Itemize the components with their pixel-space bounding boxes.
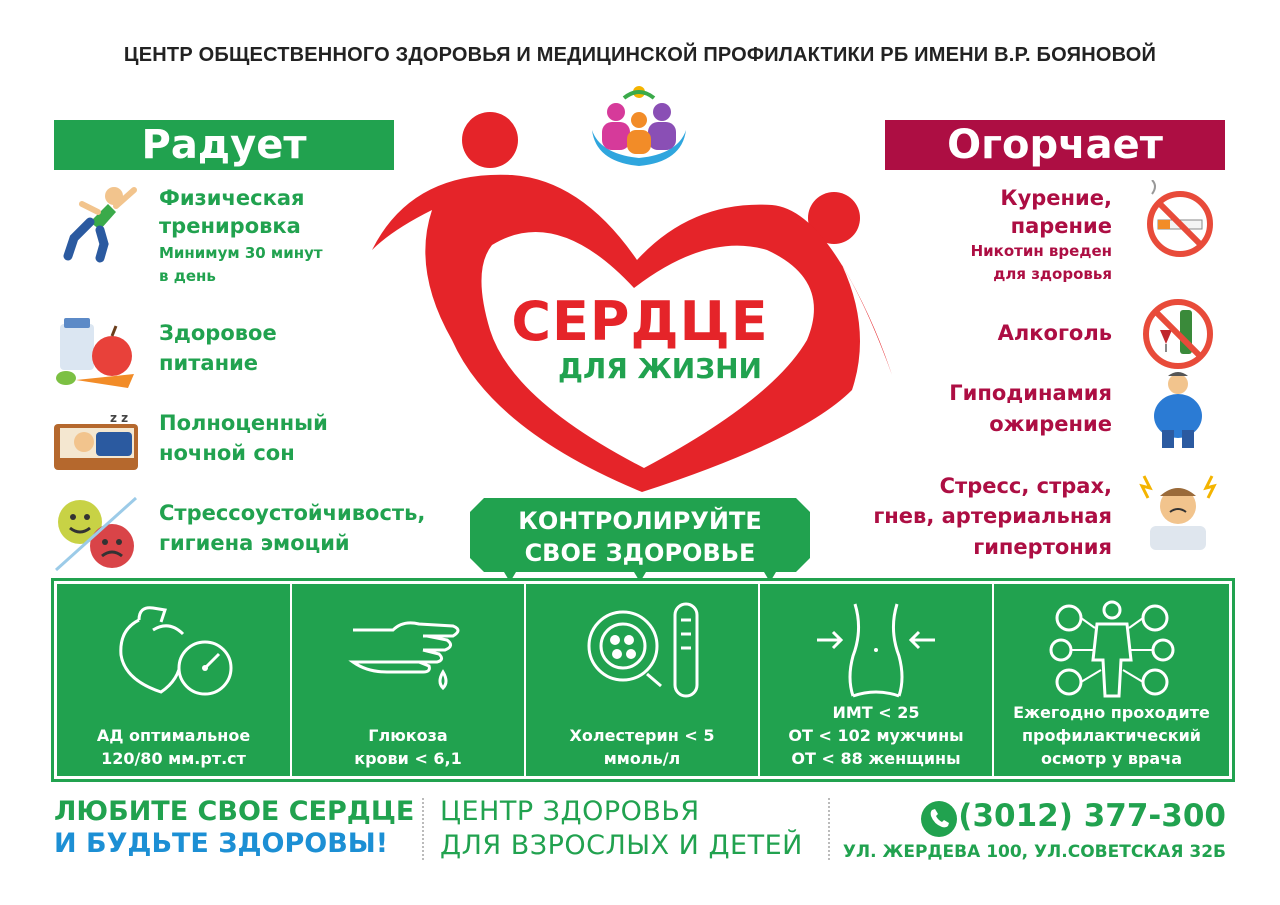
- hypodynamia-title-1: Гиподинамия: [949, 381, 1112, 405]
- phone-icon: [920, 800, 958, 838]
- stress-title-3: гипертония: [973, 535, 1112, 559]
- slogan-line-2: И БУДЬТЕ ЗДОРОВЫ!: [54, 828, 389, 859]
- smoking-sub-1: Никотин вреден: [970, 242, 1112, 260]
- center-name-line-2: ДЛЯ ВЗРОСЛЫХ И ДЕТЕЙ: [440, 830, 803, 861]
- exercise-icon: [56, 182, 142, 264]
- emotions-icon: [52, 492, 138, 574]
- stress-title-2: гнев, артериальная: [873, 504, 1112, 528]
- heart-subtitle: ДЛЯ ЖИЗНИ: [558, 352, 762, 385]
- no-smoking-icon: [1136, 180, 1222, 262]
- metric-checkup-line-1: Ежегодно проходите: [1013, 703, 1210, 722]
- metric-glucose-line-2: крови < 6,1: [354, 749, 462, 768]
- sleep-icon: [52, 404, 138, 486]
- emotions-title-2: гигиена эмоций: [159, 531, 350, 555]
- heart-pressure-icon: [109, 600, 239, 700]
- smoking-sub-2: для здоровья: [993, 265, 1112, 283]
- footer-divider-2: [828, 798, 830, 860]
- control-line-1: КОНТРОЛИРУЙТЕ: [518, 507, 762, 535]
- phone-number[interactable]: (3012) 377-300: [958, 798, 1226, 834]
- healthy-food-icon: [54, 316, 140, 398]
- address: УЛ. ЖЕРДЕВА 100, УЛ.СОВЕТСКАЯ 32Б: [842, 842, 1226, 862]
- footer-divider-1: [422, 798, 424, 860]
- slogan-line-1: ЛЮБИТЕ СВОЕ СЕРДЦЕ: [54, 796, 415, 827]
- food-title-1: Здоровое: [159, 321, 277, 345]
- food-title-2: питание: [159, 351, 259, 375]
- stress-icon: [1136, 472, 1222, 554]
- emotions-title-1: Стрессоустойчивость,: [159, 501, 426, 525]
- metric-checkup: [994, 584, 1229, 776]
- metric-bp-line-1: АД оптимальное: [96, 726, 251, 745]
- metric-blood-pressure: [57, 584, 292, 776]
- heart-title: СЕРДЦЕ: [511, 290, 769, 353]
- checkup-icon: [1047, 600, 1177, 700]
- negative-header: Огорчает: [885, 120, 1225, 170]
- control-line-2: СВОЕ ЗДОРОВЬЕ: [524, 539, 756, 567]
- cholesterol-tube-icon: [577, 600, 707, 700]
- organization-title: ЦЕНТР ОБЩЕСТВЕННОГО ЗДОРОВЬЯ И МЕДИЦИНСКОЙ ПРОФИЛАКТИКИ РБ ИМЕНИ В.Р. БОЯНОВОЙ: [123, 44, 1157, 66]
- positive-header: Радует: [54, 120, 394, 170]
- sleep-title-2: ночной сон: [159, 441, 295, 465]
- metric-bmi-line-2: ОТ < 102 мужчины: [788, 726, 964, 745]
- alcohol-title: Алкоголь: [997, 321, 1112, 345]
- metric-glucose-line-1: Глюкоза: [368, 726, 448, 745]
- metric-cholesterol: [526, 584, 760, 776]
- obesity-icon: [1136, 370, 1222, 452]
- metric-bmi-line-1: ИМТ < 25: [832, 703, 920, 722]
- metric-chol-line-1: Холестерин < 5: [569, 726, 715, 745]
- metric-checkup-line-2: профилактический: [1021, 726, 1202, 745]
- exercise-sub-2: в день: [159, 267, 216, 285]
- exercise-title-1: Физическая: [159, 186, 305, 210]
- metrics-panel: [54, 581, 1232, 779]
- exercise-title-2: тренировка: [159, 214, 301, 238]
- stress-title-1: Стресс, страх,: [939, 474, 1112, 498]
- sleep-title-1: Полноценный: [159, 411, 328, 435]
- hypodynamia-title-2: ожирение: [989, 412, 1112, 436]
- exercise-sub-1: Минимум 30 минут: [159, 244, 323, 262]
- waist-icon: [811, 600, 941, 700]
- center-name-line-1: ЦЕНТР ЗДОРОВЬЯ: [440, 796, 700, 827]
- svg-text:z z: z z: [110, 411, 129, 425]
- smoking-title-2: парение: [1010, 214, 1112, 238]
- glucose-finger-icon: [343, 600, 473, 700]
- metric-checkup-line-3: осмотр у врача: [1041, 749, 1182, 768]
- metric-bmi-line-3: ОТ < 88 женщины: [791, 749, 961, 768]
- metric-chol-line-2: ммоль/л: [603, 749, 681, 768]
- metric-bmi: [760, 584, 994, 776]
- metric-glucose: [292, 584, 526, 776]
- metric-bp-line-2: 120/80 мм.рт.ст: [101, 749, 246, 768]
- smoking-title-1: Курение,: [1000, 186, 1112, 210]
- no-alcohol-icon: [1136, 294, 1222, 376]
